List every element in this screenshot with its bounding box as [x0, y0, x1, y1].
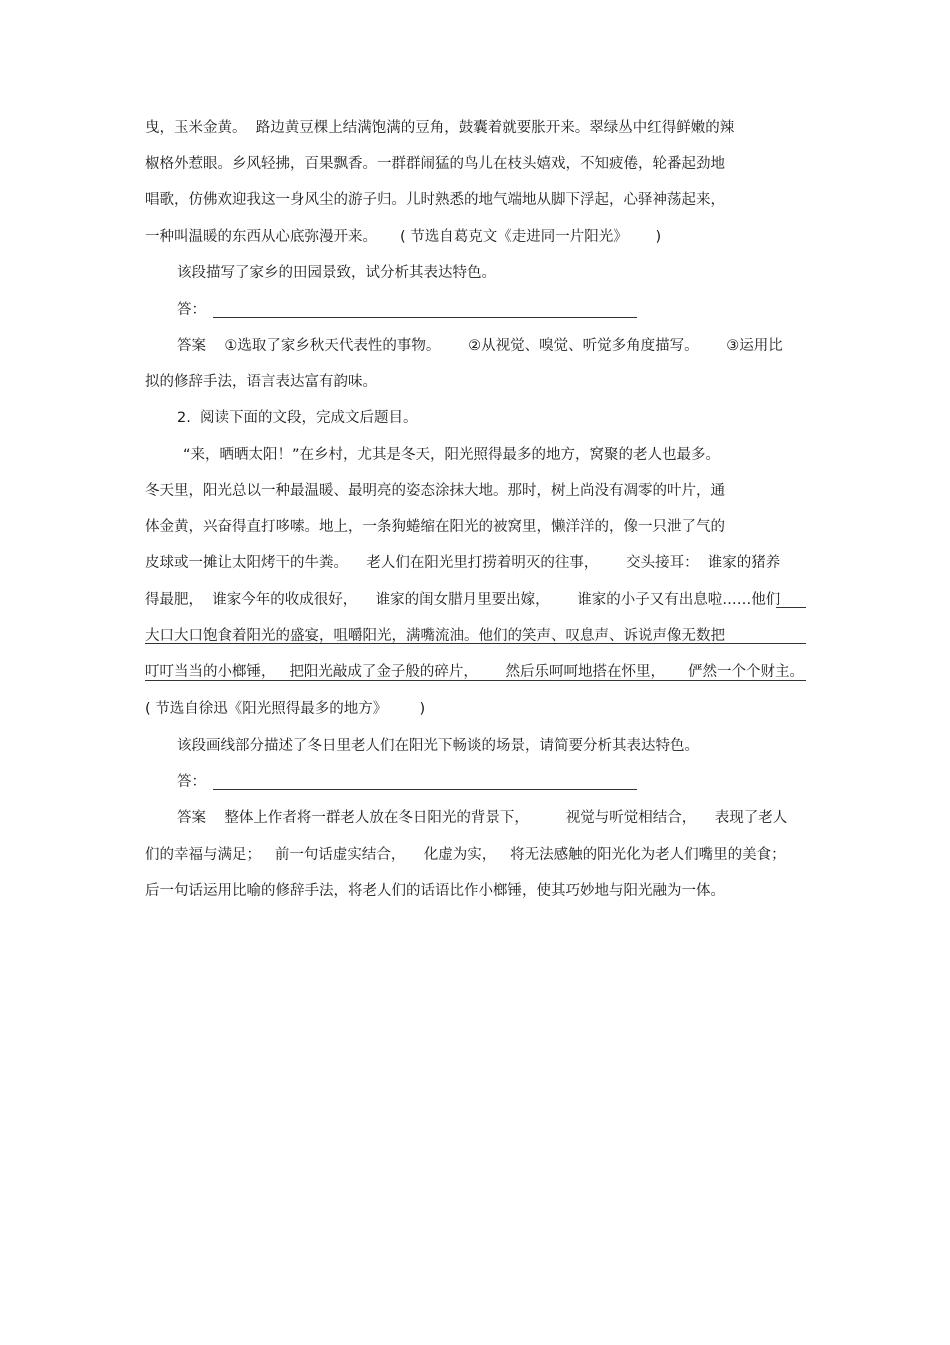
passage2-line: 皮球或一摊让太阳烤干的牛粪。 老人们在阳光里打捞着明灭的往事， 交头接耳： 谁家的猪养: [145, 555, 781, 571]
underline-mark: [776, 607, 806, 608]
answer-key-2-line: 后一句话运用比喻的修辞手法，将老人们的话语比作小榔锤，使其巧妙地与阳光融为一体。: [145, 883, 725, 899]
passage1-line: 曳，玉米金黄。 路边黄豆棵上结满饱满的豆角，鼓囊着就要胀开来。翠绿丛中红得鲜嫩的辣: [145, 120, 735, 136]
passage2-line: 得最肥， 谁家今年的收成很好， 谁家的闺女腊月里要出嫁， 谁家的小子又有出息啦……他们: [145, 592, 781, 608]
passage2-line: 冬天里，阳光总以一种最温暖、最明亮的姿态涂抹大地。那时，树上尚没有凋零的叶片，通: [145, 483, 725, 499]
passage2-source-line: ( 节选自徐迅《阳光照得最多的地方》 ): [145, 701, 426, 717]
answer-key-2-line: 答案 整体上作者将一群老人放在冬日阳光的背景下， 视觉与听觉相结合， 表现了老人: [177, 810, 788, 826]
passage2-line: “来，晒晒太阳！”在乡村，尤其是冬天，阳光照得最多的地方，窝聚的老人也最多。: [183, 447, 721, 463]
underline-mark: [145, 680, 806, 681]
passage2-underlined-line: 叮叮当当的小榔锤， 把阳光敲成了金子般的碎片， 然后乐呵呵地搭在怀里， 俨然一个个财主。: [145, 664, 805, 680]
answer1-label: 答：: [177, 302, 206, 318]
passage1-line: 椒格外惹眼。乡风轻拂，百果飘香。一群群闹猛的鸟儿在枝头嬉戏，不知疲倦，轮番起劲地: [145, 156, 725, 172]
answer1-blank-line[interactable]: [213, 317, 637, 318]
question2-heading: 2. 阅读下面的文段，完成文后题目。: [177, 410, 418, 426]
passage1-source-line: 一种叫温暖的东西从心底弥漫开来。 ( 节选自葛克文《走进同一片阳光》 ): [145, 229, 662, 245]
passage2-underlined-line: 大口大口饱食着阳光的盛宴，咀嚼阳光，满嘴流油。他们的笑声、叹息声、诉说声像无数把: [145, 628, 725, 644]
answer2-blank-line[interactable]: [213, 789, 637, 790]
question1-prompt: 该段描写了家乡的田园景致，试分析其表达特色。: [177, 265, 496, 281]
underline-mark: [145, 643, 806, 644]
answer-key-2-line: 们的幸福与满足； 前一句话虚实结合， 化虚为实， 将无法感触的阳光化为老人们嘴里的美食；: [145, 847, 786, 863]
passage1-line: 唱歌，仿佛欢迎我这一身风尘的游子归。儿时熟悉的地气端地从脚下浮起，心驿神荡起来，: [145, 192, 725, 208]
answer-key-1-line: 拟的修辞手法，语言表达富有韵味。: [145, 374, 377, 390]
answer2-label: 答：: [177, 774, 206, 790]
answer-key-1-line: 答案 ①选取了家乡秋天代表性的事物。 ②从视觉、嗅觉、听觉多角度描写。 ③运用比: [177, 338, 783, 354]
question2-prompt: 该段画线部分描述了冬日里老人们在阳光下畅谈的场景，请简要分析其表达特色。: [177, 738, 699, 754]
passage2-line: 体金黄，兴奋得直打哆嗦。地上，一条狗蜷缩在阳光的被窝里，懒洋洋的，像一只泄了气的: [145, 519, 725, 535]
